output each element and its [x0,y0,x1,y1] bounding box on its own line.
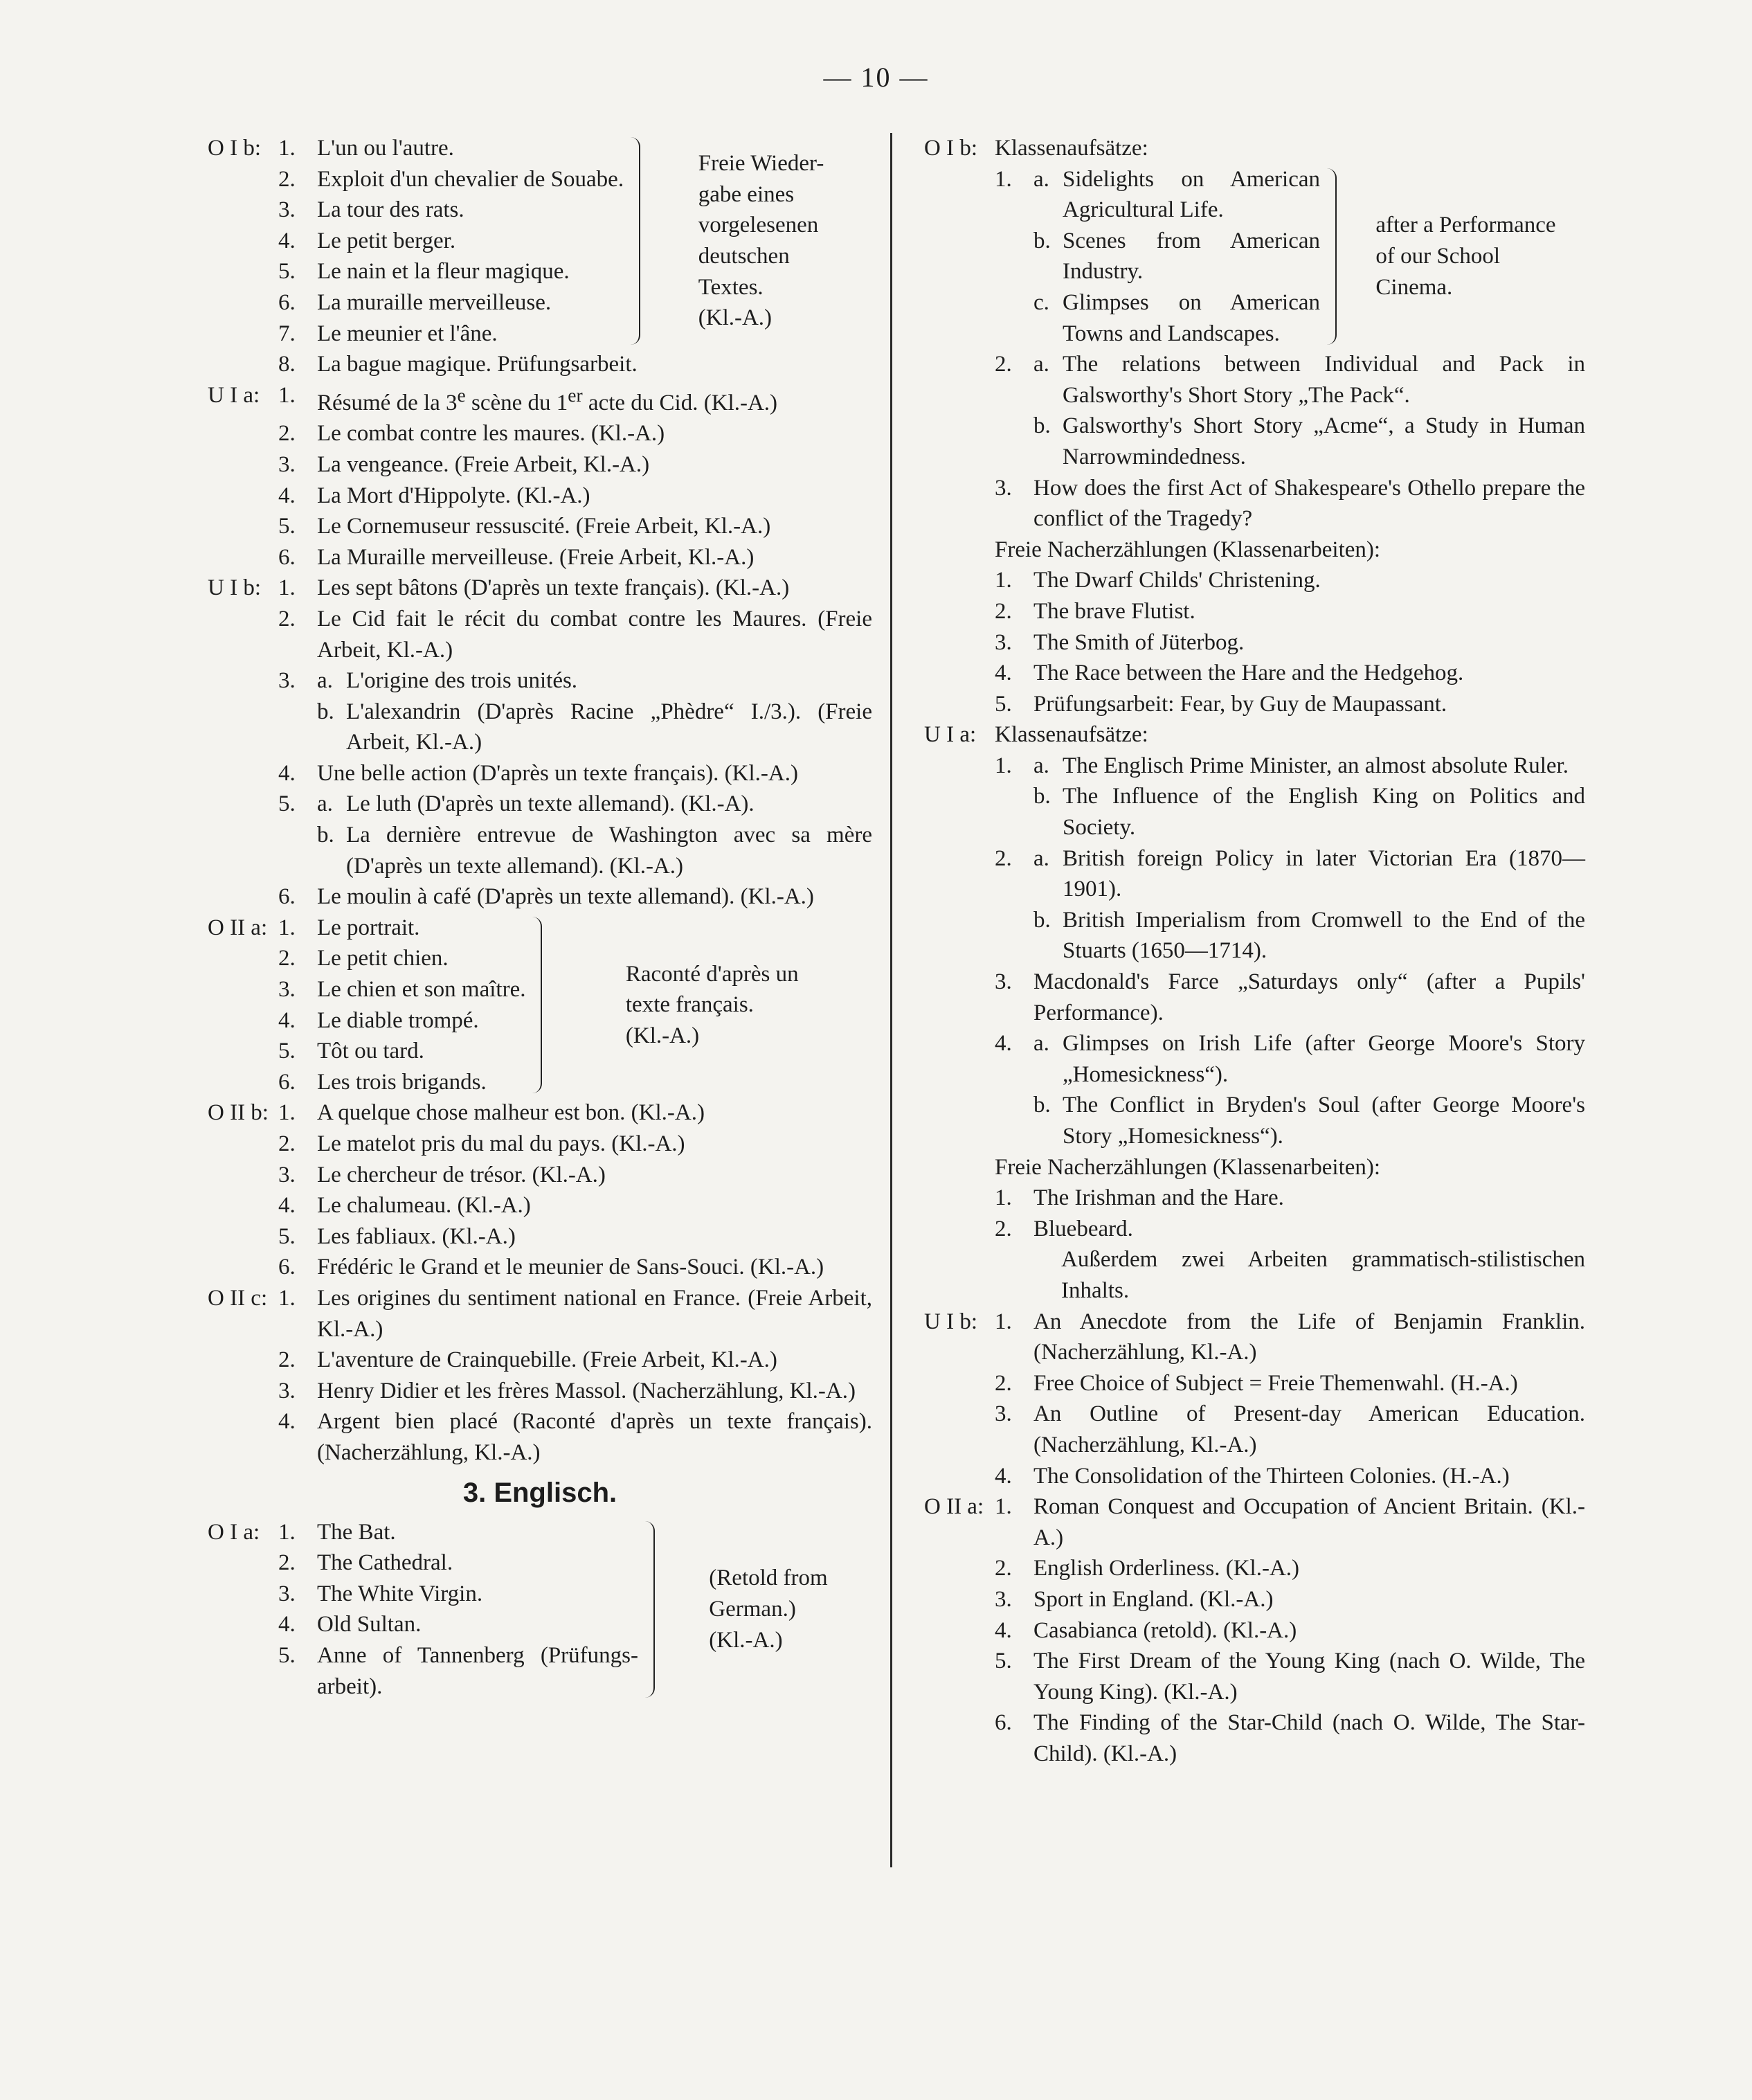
list-item: 6. Frédéric le Grand et le meunier de Sans-Souci. (Kl.-A.) [278,1255,824,1280]
class-label: O I b: [208,136,261,161]
section-heading-englisch: 3. Englisch. [462,1477,617,1508]
subheading: Freie Nacherzählungen (Klassenarbeiten): [995,1154,1381,1180]
list-item: 1. a. Sidelights on American Agricultural Life. [995,166,1320,223]
brace [1320,168,1337,345]
list-item: 6. La muraille merveilleuse. [278,289,552,315]
brace-note: Raconté d'après un texte français. (Kl.-A.) [625,961,799,1048]
brace [638,1521,655,1698]
class-label: U I a: [208,382,260,408]
list-item: 6. La Muraille merveilleuse. (Freie Arbeit, Kl.-A.) [278,544,755,570]
list-item: 3. La vengeance. (Freie Arbeit, Kl.-A.) [278,451,650,477]
page-number: — 10 — [823,62,929,93]
list-item: b. The Conflict in Bryden's Soul (after George Moore's Story „Homesickness“). [1033,1093,1585,1149]
list-item: 4. Le diable trompé. [278,1007,479,1033]
class-block-olla-french [208,913,872,1098]
list-item: 4. La Mort d'Hippolyte. (Kl.-A.) [278,483,590,508]
list-item: 6. Le moulin à café (D'après un texte allemand). (Kl.-A.) [278,884,814,910]
list-item: 1. Roman Conquest and Occupation of Ancient Britain. (Kl.-A.) [995,1494,1585,1550]
list-item: 5. Le nain et la fleur magique. [278,259,570,285]
list-item: 3. An Outline of Present-day American Education. (Nacherzählung, Kl.-A.) [995,1401,1585,1457]
list-item: 4. Argent bien placé (Raconté d'après un texte français). (Nacherzählung, Kl.-A.) [278,1409,872,1465]
list-item: b. Scenes from American Industry. [1033,228,1320,285]
list-item: 5. Anne of Tannenberg (Prüfungs- arbeit). [278,1642,638,1699]
column-divider [890,133,892,1867]
list-item: 3. The White Virgin. [278,1581,483,1606]
list-item: 6. The Finding of the Star-Child (nach O. Wilde, The Star-Child). (Kl.-A.) [995,1710,1585,1766]
list-item: 1. Les sept bâtons (D'après un texte français). (Kl.-A.) [278,575,790,601]
list-item: 3. Macdonald's Farce „Saturdays only“ (after a Pupils' Performance). [995,969,1585,1025]
list-item: 4. Old Sultan. [278,1612,422,1637]
list-item: 4. The Race between the Hare and the Hedgehog. [995,661,1464,686]
brace [624,137,640,345]
subheading: Freie Nacherzählungen (Klassenarbeiten): [995,537,1381,562]
class-block-ulb-french [208,573,872,913]
list-item: 2. a. British foreign Policy in later Victorian Era (1870—1901). [995,845,1585,902]
list-item: 2. Le matelot pris du mal du pays. (Kl.-A.) [278,1131,685,1156]
list-item: 2. a. The relations between Individual and Pack in Galsworthy's Short Story „The Pack“. [995,352,1585,408]
list-item: 2. Exploit d'un chevalier de Souabe. [278,166,624,192]
class-block-ula-french [208,380,872,573]
list-item: 3. Henry Didier et les frères Massol. (Nacherzählung, Kl.-A.) [278,1378,856,1403]
brace-group [995,164,1585,350]
list-item: 2. Le petit chien. [278,946,449,971]
class-label: O I b: [924,136,977,161]
list-item: 2. The brave Flutist. [995,598,1195,624]
list-item: 3. Le chercheur de trésor. (Kl.-A.) [278,1162,606,1187]
class-label: U I a: [924,722,977,748]
brace [525,917,542,1094]
brace-note: Freie Wieder- gabe eines vorgelesenen deutschen Textes. (Kl.-A.) [698,151,824,331]
class-label: U I b: [924,1309,977,1334]
list-item: 3. Le chien et son maître. [278,977,526,1003]
list-item: 1. Le portrait. [278,915,420,940]
list-item: 1. The Bat. [278,1519,396,1545]
list-item: b. L'alexandrin (D'après Racine „Phèdre“ I./3.). (Freie Arbeit, Kl.-A.) [317,699,872,755]
left-column [208,133,872,1702]
list-item: 2. L'aventure de Crainquebille. (Freie Arbeit, Kl.-A.) [278,1347,777,1373]
list-item: 2. Free Choice of Subject = Freie Themenwahl. (H.-A.) [995,1370,1518,1396]
list-item: c. Glimpses on American Towns and Landscapes. [1033,289,1320,346]
class-block-ollb-french [208,1097,872,1283]
list-item: 5. Les fabliaux. (Kl.-A.) [278,1223,516,1249]
class-label: O II a: [208,915,268,940]
class-block-ola-english [208,1517,872,1703]
brace-note: (Retold from German.) (Kl.-A.) [709,1565,828,1653]
list-item: 5. a. Le luth (D'après un texte allemand). (Kl.-A). [278,791,755,817]
list-item: 1. Résumé de la 3e scène du 1er acte du Cid. (Kl.-A.) [278,382,778,415]
list-item: 4. Le petit berger. [278,228,456,253]
list-item: 1. The Dwarf Childs' Christening. [995,568,1321,593]
right-column [924,133,1585,1769]
class-label: O II c: [208,1285,268,1311]
brace-group [278,133,872,349]
list-item: 1. a. The Englisch Prime Minister, an almost absolute Ruler. [995,753,1569,778]
brace-group [278,1517,872,1703]
class-block-ollc-french [208,1283,872,1469]
class-label: U I b: [208,575,261,601]
list-item: 4. Le chalumeau. (Kl.-A.) [278,1193,531,1219]
list-item: 3. How does the first Act of Shakespeare's Othello prepare the conflict of the Tragedy? [995,475,1585,532]
brace-note: after a Performance of our School Cinema. [1375,213,1556,300]
class-block-olla-english [924,1491,1585,1769]
list-item: 1. An Anecdote from the Life of Benjamin Franklin. (Nacherzählung, Kl.-A.) [995,1309,1585,1365]
list-item: 5. The First Dream of the Young King (nach O. Wilde, The Young King). (Kl.-A.) [995,1649,1585,1705]
list-item: 2. English Orderliness. (Kl.-A.) [995,1556,1300,1581]
list-item: 4. Une belle action (D'après un texte français). (Kl.-A.) [278,760,798,786]
list-item: 5. Le Cornemuseur ressuscité. (Freie Arbeit, Kl.-A.) [278,514,771,539]
list-item: 2. Le Cid fait le récit du combat contre les Maures. (Freie Arbeit, Kl.-A.) [278,606,872,663]
list-item: 7. Le meunier et l'âne. [278,321,498,346]
list-item: 1. The Irishman and the Hare. [995,1185,1284,1211]
class-block-ulb-english [924,1307,1585,1492]
list-item: 1. Les origines du sentiment national en France. (Freie Arbeit, Kl.-A.) [278,1285,872,1342]
class-block-olb-french [208,133,872,380]
list-item: 4. The Consolidation of the Thirteen Colonies. (H.-A.) [995,1463,1510,1489]
class-block-ula-english [924,719,1585,1306]
list-item: 3. Sport in England. (Kl.-A.) [995,1586,1274,1612]
brace-group [278,913,872,1098]
list-item: 2. Le combat contre les maures. (Kl.-A.) [278,421,665,447]
list-item: b. La dernière entrevue de Washington avec sa mère (D'après un texte allemand). (Kl.-A.) [317,823,872,879]
subheading: Klassenaufsätze: [995,722,1148,748]
note: Außerdem zwei Arbeiten grammatisch-stilistischen Inhalts. [1061,1247,1585,1303]
list-item: 4. a. Glimpses on Irish Life (after George Moore's Story „Homesickness“). [995,1031,1585,1087]
list-item: 5. Tôt ou tard. [278,1039,424,1064]
list-item: b. British Imperialism from Cromwell to the End of the Stuarts (1650—1714). [1033,907,1585,964]
list-item: 2. Bluebeard. [995,1216,1133,1241]
list-item: 6. Les trois brigands. [278,1069,487,1095]
list-item: 2. The Cathedral. [278,1550,453,1576]
list-item: 1. A quelque chose malheur est bon. (Kl.-A.) [278,1100,705,1126]
list-item: 3. The Smith of Jüterbog. [995,629,1245,655]
class-label: O II b: [208,1100,269,1126]
list-item: 8. La bague magique. Prüfungsarbeit. [278,352,638,377]
list-item: 5. Prüfungsarbeit: Fear, by Guy de Maupassant. [995,691,1447,717]
list-item: b. The Influence of the English King on Politics and Society. [1033,784,1585,841]
class-label: O I a: [208,1519,260,1545]
class-label: O II a: [924,1494,984,1520]
subheading: Klassenaufsätze: [995,136,1148,161]
list-item: 3. La tour des rats. [278,197,464,223]
list-item: 1. L'un ou l'autre. [278,136,454,161]
list-item: 4. Casabianca (retold). (Kl.-A.) [995,1617,1297,1643]
list-item: b. Galsworthy's Short Story „Acme“, a Study in Human Narrowmindedness. [1033,413,1585,469]
list-item: 3. a. L'origine des trois unités. [278,668,578,694]
class-block-olb-english [924,133,1585,719]
